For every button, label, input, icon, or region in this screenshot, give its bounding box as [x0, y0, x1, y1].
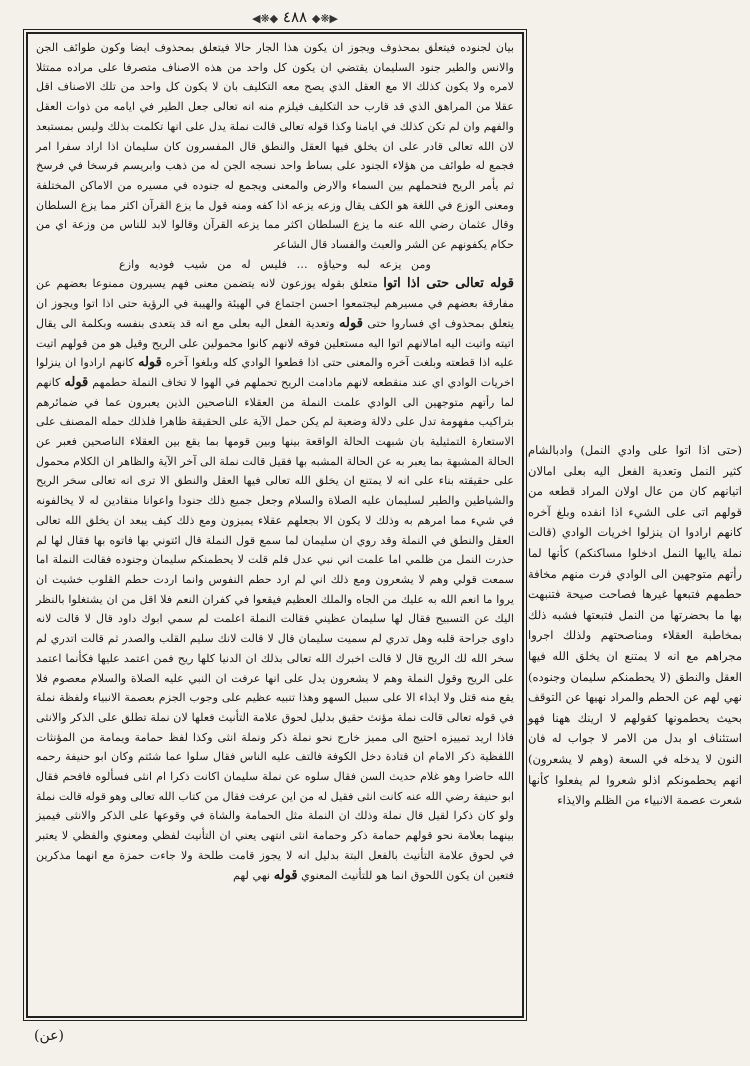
margin-commentary: (حتى اذا اتوا على وادي النمل) وادبالشام كثير النمل وتعدية الفعل اليه بعلى امالان اتيانهم كان من عال اولان المراد قطعه من قولهم اتى على الشيء اذا انفده وبلغ آخره كانهم ارادوا ان ينزلوا اخريات الوادي (قالت نملة ياايها النمل ادخلوا مساكنكم) كأنها لما رأتهم متوجهين الى الوادي فرت منهم مخافة حطمهم فتبعها غيرها فصاحت صيحة فتنبهت بها ما بحضرتها من النمل فتبعتها فشبه ذلك بمخاطبة العقلاء ومناصحتهم ولذلك اجروا مجراهم مع انه لا يمتنع ان يخلق الله فيها العقل والنطق (لا يحطمنكم سليمان وجنوده) نهي لهم عن الحطم والمراد نهيها عن التوقف بحيث يحطمونها كقولهم لا ارينك ههنا فهو استئناف او بدل من الامر لا جواب له فان النون لا يدخله في السعة (وهم لا يشعرون) انهم يحطمونكم اذلو شعروا لم يفعلوا كأنها شعرت عصمة الانبياء من الظلم والايذاء	[528, 443, 742, 808]
main-text-frame	[26, 32, 524, 1018]
keyword-qawluhu-1: قوله تعالى حتى اذا اتوا	[383, 276, 514, 292]
catchword: (عن)	[34, 1028, 64, 1044]
left-ornament-icon: ◀❋◆	[251, 12, 279, 25]
keyword-qawluhu-3: قوله	[137, 355, 162, 371]
commentary-text-2: وتعدية الفعل اليه بعلى مع انه قد يتعدى بنفسه وبكلمة الى يقال اتيته واتيت اليه امالانهم اتوا اليه مستعلين فوقه لانهم كانوا محمولين على الريح وقيل هو من قولهم اتيت عليه اذا قطعته وبلغت آخره والمعنى حتى اذا قطعوا الوادي كله وبلغوا آخره	[36, 316, 514, 370]
page-number-text: ٤٨٨	[282, 8, 308, 26]
commentary-text-3: كانهم ارادوا ان ينزلوا اخريات الوادي اي عند منقطعه لانهم مادامت الريح تحملهم في الهوا لا تخاف النملة حطمهم	[36, 356, 514, 389]
commentary-text-1: متعلق بقوله يوزعون لانه يتضمن معنى فهم يسيرون ممنوعا بعضهم عن مفارقة بعضهم في مسيرهم ليجتمعوا احسن اجتماع في الهيئة والهيبة في الرؤية حتى اذا اتوا ويجوز ان يتعلق بمحذوف اي فساروا حتى	[36, 277, 514, 330]
right-ornament-icon: ◆❋▶	[311, 12, 338, 25]
main-paragraph-1: بيان لجنوده فيتعلق بمحذوف ويجوز ان يكون هذا الجار حالا فيتعلق بمحذوف ايضا وكون طوائف الجن والانس والطير جنود السليمان يقتضي ان يكون كل واحد من هذه الاصناف متصرفا على مراده ممتثلا لامره ولا يكون كذلك الا مع العقل الذي يصح معه التكليف بان لا يكون كل واحد من تلك الاصناف اقل عقلا من المراهق الذي قد قارب حد التكليف فيلزم منه انه تعالى جعل الطير في ايامه من ذوات العقل والفهم وان لم تكن كذلك في ايامنا وكذا قوله تعالى قالت نملة يدل على انها تكلمت بذلك وليس بمستبعد لان الله تعالى قادر على ان يخلق فيها العقل والنطق قال المفسرون كان سليمان اذا اراد سفرا امر فجمع له طوائف من هؤلاء الجنود على بساط واحد نسجه الجن له من ذهب وابريسم فرسخا في فرسخ ثم يأمر الريح فتحملهم بين السماء والارض والمعنى ويجمع له جنوده في مسيره من الاماكن المختلفة ومعنى الوزع في اللغة هو الكف يقال وزعه يزعه اذا كفه ومنه قول ما يزع القرآن اكثر مما يزع السلطان وقال عثمان رضي الله عنه ما يزع السلطان اكثر مما يزعه القرآن وقالوا لابد للناس من وزعة اي من حكام يكفونهم عن الشر والعبث والفساد قال الشاعر	[36, 41, 514, 252]
page-number	[225, 6, 365, 28]
commentary-text-4: كانهم لما رأتهم متوجهين الى الوادي علمت النملة من العقلاء الناصحين الذين يعبرون عما في ضمائرهم بتراكيب مفهومة تدل على دلالة وضعية لم يكن حمل الآية على الحقيقة ظاهرا فلذلك حمله المصنف على الاستعارة التمثيلية بان شبهت الحالة الواقعة بينها وبين قومها بما يقع بين العقلاء الناصحين فعبر عن الحالة المشبهة بما يعبر به عن الحالة المشبه بها فقيل قالت نملة الى آخر الآية والظاهر ان الكلام محمول على حقيقته بناء على انه لا يمتنع ان يخلق الله تعالى فيها العقل والنطق الا ترى انه تعالى سخر الريح والشياطين والطير لسليمان عليه الصلاة والسلام وجعل جميع ذلك جنودا واعوانا منقادين له لا يخالفونه في شيء مما امرهم به وذلك لا يكون الا بجعلهم عقلاء يميزون ومع ذلك كيف يبعد ان يخلق الله تعالى العقل والنطق في النملة وقد روي ان سليمان لما سمع قول النملة قال ائتوني بها فاتوه بها فقال لها لم حذرت النمل من ظلمي اما علمت اني نبي عدل فلم قلت لا يحطمنكم سليمان وجنوده فقالت النملة اما سمعت قولي وهم لا يشعرون ومع ذلك اني لم ارد حطم النفوس وانما اردت حطم القلوب خشيت ان يروا ما انعم الله به عليك من الجاه والملك العظيم فيقعوا في كفران النعم فلا اقل من ان يشتغلوا بالنظر اليك عن التسبيح فقال لها سليمان عظيني فقالت النملة اعلمت لم سمي ابوك داود قال لا قالت لانه داوى جراحة قلبه وهل تدري لم سميت سليمان قال لا قالت لانك سليم القلب والصدر ثم قالت اتدري لم سخر الله لك الريح قال لا قالت اخبرك الله تعالى بذلك ان الدنيا كلها ريح فمن اعتمد عليها فكأنما اعتمد على الريح وقول النملة وهم لا يشعرون يدل على انها عرفت ان النبي عليه الصلاة والسلام معصوم فلا يقع منه قتل ولا ايذاء الا على سبيل السهو وهذا تنبيه عظيم على وجوب الجزم بعصمة الانبياء ولفظة نملة في قوله تعالى قالت نملة مؤنث حقيق بدليل لحوق علامة التأنيث فعلها لان نملة تطلق على الذكر والانثى فاذا اريد تمييزه احتيج الى مميز خارج نحو نملة ذكر ونملة انثى وكذا لفظ حمامة ويمامة من المؤنثات اللفظية ذكر الامام ان قتادة دخل الكوفة فالتف عليه الناس فقال سلوا عما شئتم وكان ابو حنيفة رحمه الله حاضرا وهو غلام حديث السن فقال سلوه عن نملة سليمان اكانت ذكرا ام انثى فسألوه فافحم فقال ابو حنيفة رضي الله عنه كانت انثى فقيل له من اين عرفت فقال من كتاب الله تعالى وهو قوله قالت نملة ولو كان ذكرا لقيل قال نملة وذلك ان النملة مثل الحمامة والشاة في وقوعها على الذكر والانثى فيميز بينهما بعلامة نحو قولهم حمامة ذكر وحمامة انثى انتهى يعني ان التأنيث لفظي ومعنوي والفظي لا يعتبر في لحوق علامة التأنيث بالفعل البتة بدليل انه لا يجوز قامت طلحة ولا جاءت حمزة مع انهما مذكرين فتعين ان يكون اللحوق انما هو للتأنيث المعنوي	[35, 375, 514, 882]
keyword-qawluhu-5: قوله	[273, 867, 298, 883]
commentary-text-5: نهي لهم	[232, 868, 271, 882]
keyword-qawluhu-4: قوله	[64, 374, 89, 390]
main-paragraph-2	[36, 274, 514, 885]
poetry-verse: ومن يزعه لبه وحياؤه … فليس له من شيب فوديه وازع	[119, 257, 431, 271]
keyword-qawluhu-2: قوله	[339, 315, 363, 331]
